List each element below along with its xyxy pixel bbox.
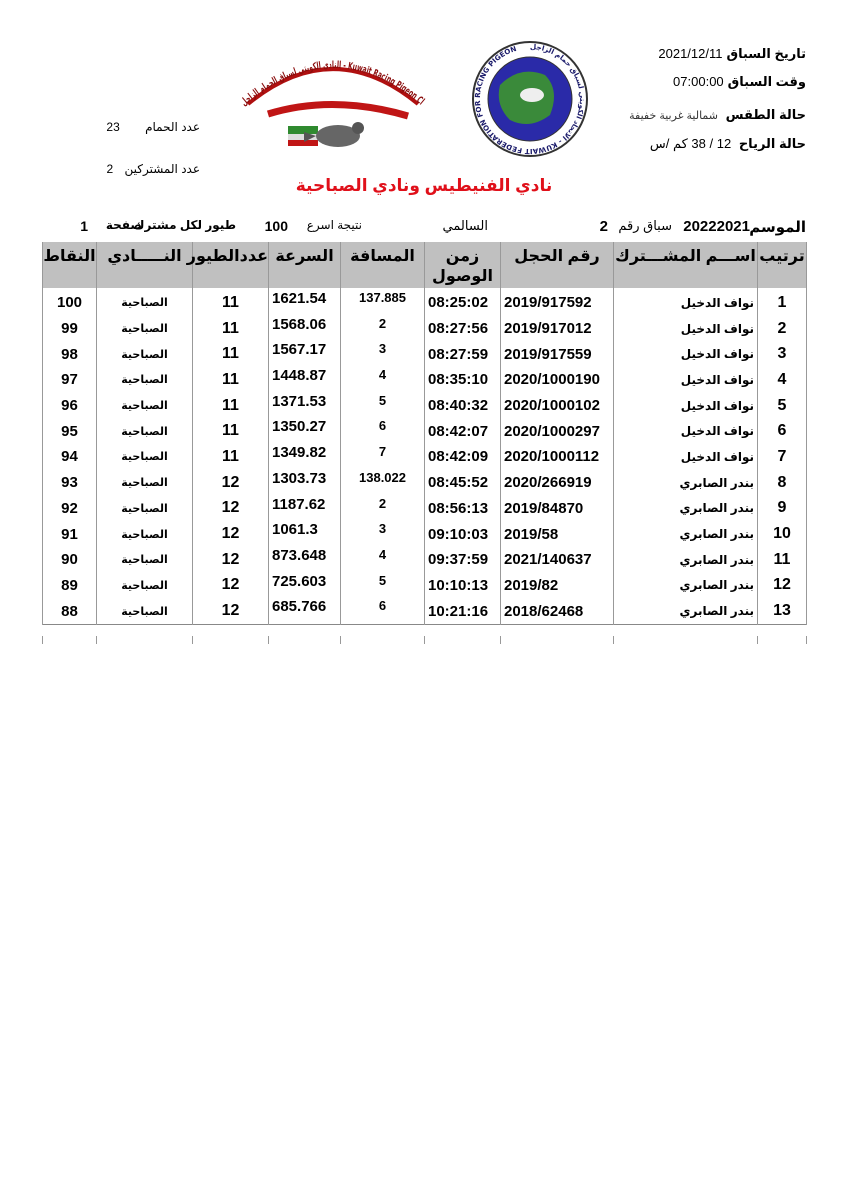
- cell-birds-count: 12: [193, 598, 269, 624]
- cell-rank: 3: [758, 341, 807, 367]
- cell-rank: 2: [758, 316, 807, 342]
- race-no-value: 2: [599, 218, 608, 235]
- wind-label: حالة الرياح: [738, 136, 806, 151]
- cell-ring-number: 2020/1000102: [501, 393, 614, 419]
- cell-ring-number: 2019/84870: [501, 496, 614, 522]
- table-row: [43, 470, 807, 496]
- cell-speed: 1061.3: [269, 521, 341, 547]
- header-birds-count: عددالطيور: [193, 242, 269, 288]
- header-speed: السرعة: [269, 242, 341, 288]
- cell-club: الصباحية: [97, 418, 193, 444]
- cell-arrival-time: 10:10:13: [425, 573, 501, 599]
- race-date: [658, 46, 806, 62]
- divider-tick: [42, 636, 43, 644]
- cell-speed: 725.603: [269, 573, 341, 599]
- cell-ring-number: 2019/58: [501, 521, 614, 547]
- cell-birds-count: 12: [193, 521, 269, 547]
- cell-club: الصباحية: [97, 547, 193, 573]
- cell-points: 91: [43, 521, 97, 547]
- cell-club: الصباحية: [97, 496, 193, 522]
- results-table: [42, 242, 807, 625]
- cell-distance: 137.885: [341, 290, 425, 316]
- cell-points: 96: [43, 393, 97, 419]
- cell-points: 93: [43, 470, 97, 496]
- cell-ring-number: 2018/62468: [501, 598, 614, 624]
- cell-rank: 10: [758, 521, 807, 547]
- race-no-label: سباق رقم: [618, 218, 672, 233]
- weather: [629, 107, 806, 123]
- weather-value: شمالية غربية خفيفة: [629, 110, 718, 122]
- cell-member-name: نواف الدخيل: [614, 393, 758, 419]
- header-member-name: اســـم المشـــترك: [614, 242, 758, 288]
- page-title: نادي الفنيطيس ونادي الصباحية: [295, 176, 553, 195]
- table-row: [43, 393, 807, 419]
- location: السالمي: [442, 218, 488, 233]
- cell-distance: 2: [341, 316, 425, 342]
- cell-ring-number: 2020/1000190: [501, 367, 614, 393]
- header-club: النـــــادي: [97, 242, 193, 288]
- cell-points: 89: [43, 573, 97, 599]
- cell-birds-count: 12: [193, 547, 269, 573]
- cell-arrival-time: 08:42:09: [425, 444, 501, 470]
- participants-count: [106, 162, 200, 176]
- cell-birds-count: 12: [193, 496, 269, 522]
- federation-logo-text-path: الاتحاد الكويتي لسباق حمام الزاجل - KUWAIT FEDERATION FOR RACING PIGEON: [473, 42, 587, 156]
- cell-member-name: نواف الدخيل: [614, 418, 758, 444]
- cell-points: 92: [43, 496, 97, 522]
- cell-member-name: بندر الصابري: [614, 573, 758, 599]
- federation-logo: [470, 40, 590, 158]
- cell-club: الصباحية: [97, 573, 193, 599]
- cell-speed: 1349.82: [269, 444, 341, 470]
- cell-rank: 8: [758, 470, 807, 496]
- cell-club: الصباحية: [97, 341, 193, 367]
- cell-points: 99: [43, 316, 97, 342]
- table-header-row: [43, 242, 807, 288]
- cell-rank: 12: [758, 573, 807, 599]
- divider-tick: [192, 636, 193, 644]
- cell-rank: 6: [758, 418, 807, 444]
- cell-speed: 1448.87: [269, 367, 341, 393]
- cell-points: 95: [43, 418, 97, 444]
- cell-member-name: نواف الدخيل: [614, 367, 758, 393]
- cell-rank: 1: [758, 290, 807, 316]
- cell-distance: 5: [341, 393, 425, 419]
- cell-club: الصباحية: [97, 598, 193, 624]
- cell-birds-count: 11: [193, 341, 269, 367]
- cell-member-name: بندر الصابري: [614, 470, 758, 496]
- cell-club: الصباحية: [97, 316, 193, 342]
- cell-member-name: بندر الصابري: [614, 521, 758, 547]
- table-row: [43, 418, 807, 444]
- cell-arrival-time: 08:40:32: [425, 393, 501, 419]
- club-logo-text-path: النادي الكويتي لسباق الحمام الزاجل - Kuwait Racing Pigeon Cl: [238, 59, 428, 109]
- header-rank: ترتيب: [758, 242, 807, 288]
- cell-speed: 1371.53: [269, 393, 341, 419]
- wind-value: 12 / 38 كم /س: [649, 136, 732, 151]
- pigeons-count-label: عدد الحمام: [145, 120, 200, 134]
- race-meta: [42, 218, 806, 240]
- cell-rank: 7: [758, 444, 807, 470]
- club-logo-text: [238, 44, 426, 108]
- cell-member-name: نواف الدخيل: [614, 341, 758, 367]
- cell-club: الصباحية: [97, 367, 193, 393]
- table-row: [43, 521, 807, 547]
- cell-club: الصباحية: [97, 521, 193, 547]
- pigeons-count-value: 23: [106, 120, 120, 134]
- divider-tick: [340, 636, 341, 644]
- header-ring-number: رقم الحجل: [501, 242, 614, 288]
- cell-speed: 1568.06: [269, 316, 341, 342]
- cell-arrival-time: 08:45:52: [425, 470, 501, 496]
- table-row: [43, 316, 807, 342]
- participants-value: 2: [106, 162, 114, 176]
- per-member-label: طيور لكل مشترك: [133, 218, 236, 232]
- club-logo: [238, 44, 428, 156]
- cell-arrival-time: 08:35:10: [425, 367, 501, 393]
- cell-speed: 1567.17: [269, 341, 341, 367]
- divider-tick: [500, 636, 501, 644]
- fastest-value: 100: [264, 218, 288, 234]
- cell-rank: 4: [758, 367, 807, 393]
- table-row: [43, 598, 807, 624]
- cell-arrival-time: 08:25:02: [425, 290, 501, 316]
- divider-tick: [424, 636, 425, 644]
- cell-rank: 13: [758, 598, 807, 624]
- cell-speed: 1621.54: [269, 290, 341, 316]
- race-time-label: وقت السباق: [727, 74, 806, 89]
- cell-points: 94: [43, 444, 97, 470]
- table-row: [43, 367, 807, 393]
- fastest-label: نتيجة اسرع: [306, 218, 362, 232]
- cell-ring-number: 2020/1000297: [501, 418, 614, 444]
- pigeons-count: [106, 120, 200, 134]
- cell-club: الصباحية: [97, 290, 193, 316]
- cell-ring-number: 2020/1000112: [501, 444, 614, 470]
- participants-label: عدد المشتركين: [124, 162, 200, 176]
- header-arrival-time: زمن الوصول: [425, 242, 501, 288]
- cell-speed: 873.648: [269, 547, 341, 573]
- cell-arrival-time: 10:21:16: [425, 598, 501, 624]
- race-time: [673, 74, 806, 90]
- cell-arrival-time: 08:42:07: [425, 418, 501, 444]
- season-value: 20222021: [683, 218, 750, 235]
- cell-member-name: بندر الصابري: [614, 496, 758, 522]
- wind: [650, 136, 806, 152]
- cell-arrival-time: 08:27:59: [425, 341, 501, 367]
- table-row: [43, 496, 807, 522]
- cell-arrival-time: 08:56:13: [425, 496, 501, 522]
- cell-distance: 5: [341, 573, 425, 599]
- cell-rank: 11: [758, 547, 807, 573]
- cell-distance: 3: [341, 341, 425, 367]
- cell-ring-number: 2019/917559: [501, 341, 614, 367]
- cell-distance: 138.022: [341, 470, 425, 496]
- cell-distance: 2: [341, 496, 425, 522]
- cell-distance: 7: [341, 444, 425, 470]
- cell-member-name: نواف الدخيل: [614, 444, 758, 470]
- header-points: النقاط: [43, 242, 97, 288]
- cell-member-name: بندر الصابري: [614, 547, 758, 573]
- cell-ring-number: 2021/140637: [501, 547, 614, 573]
- race-date-label: تاريخ السباق: [726, 46, 806, 61]
- cell-distance: 6: [341, 418, 425, 444]
- header-distance: المسافة: [341, 242, 425, 288]
- cell-points: 88: [43, 598, 97, 624]
- cell-ring-number: 2019/917592: [501, 290, 614, 316]
- cell-birds-count: 11: [193, 290, 269, 316]
- cell-arrival-time: 09:37:59: [425, 547, 501, 573]
- cell-member-name: بندر الصابري: [614, 598, 758, 624]
- table-row: [43, 444, 807, 470]
- cell-member-name: نواف الدخيل: [614, 290, 758, 316]
- divider-tick: [806, 636, 807, 644]
- divider-tick: [757, 636, 758, 644]
- race-date-value: 2021/12/11: [658, 46, 723, 61]
- cell-birds-count: 11: [193, 316, 269, 342]
- cell-rank: 5: [758, 393, 807, 419]
- cell-ring-number: 2019/82: [501, 573, 614, 599]
- cell-club: الصباحية: [97, 470, 193, 496]
- table-body: [43, 288, 807, 624]
- cell-birds-count: 11: [193, 444, 269, 470]
- cell-club: الصباحية: [97, 393, 193, 419]
- cell-distance: 3: [341, 521, 425, 547]
- cell-speed: 1187.62: [269, 496, 341, 522]
- divider-tick: [613, 636, 614, 644]
- cell-ring-number: 2020/266919: [501, 470, 614, 496]
- cell-points: 90: [43, 547, 97, 573]
- cell-rank: 9: [758, 496, 807, 522]
- cell-points: 97: [43, 367, 97, 393]
- race-time-value: 07:00:00: [673, 74, 724, 89]
- cell-birds-count: 11: [193, 418, 269, 444]
- page-label: صفحة: [105, 218, 142, 232]
- page-value: 1: [80, 218, 88, 234]
- table-row: [43, 547, 807, 573]
- cell-birds-count: 12: [193, 573, 269, 599]
- cell-distance: 6: [341, 598, 425, 624]
- cell-points: 98: [43, 341, 97, 367]
- cell-distance: 4: [341, 367, 425, 393]
- weather-label: حالة الطقس: [725, 107, 806, 122]
- cell-birds-count: 11: [193, 367, 269, 393]
- cell-speed: 685.766: [269, 598, 341, 624]
- cell-ring-number: 2019/917012: [501, 316, 614, 342]
- cell-arrival-time: 09:10:03: [425, 521, 501, 547]
- cell-speed: 1303.73: [269, 470, 341, 496]
- table-row: [43, 573, 807, 599]
- cell-club: الصباحية: [97, 444, 193, 470]
- season-label: الموسم: [749, 219, 806, 236]
- cell-speed: 1350.27: [269, 418, 341, 444]
- cell-birds-count: 12: [193, 470, 269, 496]
- table-row: [43, 290, 807, 316]
- cell-arrival-time: 08:27:56: [425, 316, 501, 342]
- cell-distance: 4: [341, 547, 425, 573]
- divider-tick: [96, 636, 97, 644]
- cell-birds-count: 11: [193, 393, 269, 419]
- cell-points: 100: [43, 290, 97, 316]
- table-row: [43, 341, 807, 367]
- cell-member-name: نواف الدخيل: [614, 316, 758, 342]
- divider-tick: [268, 636, 269, 644]
